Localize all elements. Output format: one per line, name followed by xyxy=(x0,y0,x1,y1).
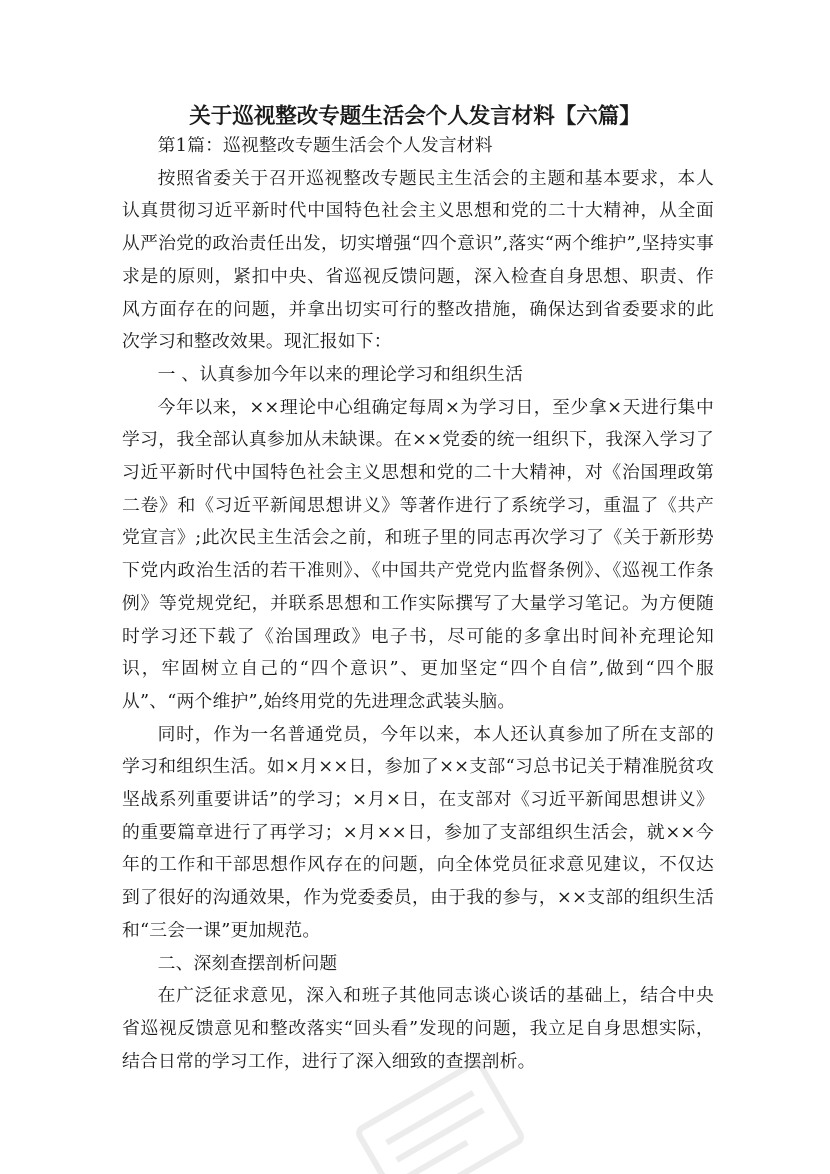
watermark-logo xyxy=(330,1060,550,1174)
section-heading-1: 一 、认真参加今年以来的理论学习和组织生活 xyxy=(157,363,524,385)
body-paragraph: 在广泛征求意见，深入和班子其他同志谈心谈话的基础上，结合中央省巡视反馈意见和整改落实“回头看”发现的问题，我立足自身思想实际，结合日常的学习工作，进行了深入细致的查摆剖析。 xyxy=(122,985,714,1072)
document-body xyxy=(122,130,714,1078)
body-paragraph: 按照省委关于召开巡视整改专题民主生活会的主题和基本要求，本人认真贯彻习近平新时代中国特色社会主义思想和党的二十大精神，从全面从严治党的政治责任出发，切实增强“四个意识”,落实“两个维护”,坚持实事求是的原则，紧扣中央、省巡视反馈问题，深入检查自身思想、职责、作风方面存在的问题，并拿出切实可行的整改措施，确保达到省委要求的此次学习和整改效果。现汇报如下： xyxy=(122,167,714,353)
section-heading-2: 二、深刻查摆剖析问题 xyxy=(157,952,338,974)
document-title: 关于巡视整改专题生活会个人发言材料【六篇】 xyxy=(189,104,641,129)
body-paragraph: 同时，作为一名普通党员，今年以来，本人还认真参加了所在支部的学习和组织生活。如×月××日，参加了××支部“习总书记关于精准脱贫攻坚战系列重要讲话”的学习；×月×日，在支部对《习近平新闻思想讲义》的重要篇章进行了再学习；×月××日，参加了支部组织生活会，就××今年的工作和干部思想作风存在的问题，向全体党员征求意见建议，不仅达到了很好的沟通效果，作为党委委员，由于我的参与，××支部的组织生活和“三会一课”更加规范。 xyxy=(122,723,714,941)
section-heading-article-1: 第1篇：巡视整改专题生活会个人发言材料 xyxy=(157,135,493,156)
body-paragraph: 今年以来，××理论中心组确定每周×为学习日，至少拿×天进行集中学习，我全部认真参加从未缺课。在××党委的统一组织下，我深入学习了习近平新时代中国特色社会主义思想和党的二十大精神，对《治国理政第二卷》和《习近平新闻思想讲义》等著作进行了系统学习，重温了《共产党宣言》;此次民主生活会之前，和班子里的同志再次学习了《关于新形势下党内政治生活的若干准则》、《中国共产党党内监督条例》、《巡视工作条例》等党规党纪，并联系思想和工作实际撰写了大量学习笔记。为方便随时学习还下载了《治国理政》电子书，尽可能的多拿出时间补充理论知识，牢固树立自己的“四个意识”、更加坚定“四个自信”,做到“四个服从”、“两个维护”,始终用党的先进理念武装头脑。 xyxy=(122,396,714,712)
